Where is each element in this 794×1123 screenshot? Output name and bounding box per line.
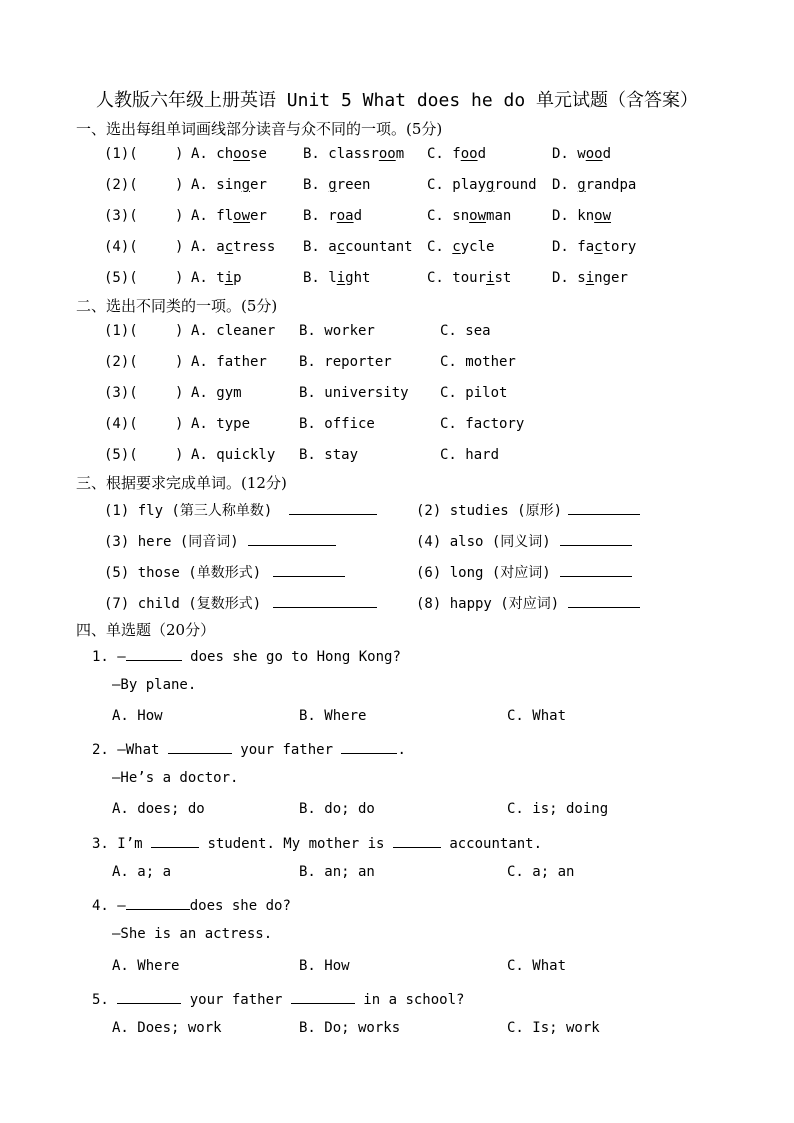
section1-item xyxy=(0,239,794,259)
option-a[interactable]: A. flower xyxy=(191,208,267,224)
item-number: (3)( xyxy=(104,385,138,401)
option-c[interactable]: C. is; doing xyxy=(507,801,609,817)
word-prompt: (2) studies (原形) xyxy=(416,503,563,519)
option-b[interactable]: B. Where xyxy=(299,708,367,724)
answer-bracket[interactable]: ) xyxy=(175,323,184,339)
option-a[interactable]: A. singer xyxy=(191,177,267,193)
question-text: does she go to Hong Kong? xyxy=(181,649,401,665)
question-text: student. My mother is xyxy=(199,836,393,852)
question-1-answer: —By plane. xyxy=(112,677,197,693)
underlined-letters: c xyxy=(594,239,603,255)
option-c[interactable]: C. tourist xyxy=(427,270,512,286)
question-number: 5. xyxy=(92,992,109,1008)
item-number: (5)( xyxy=(104,270,138,286)
underlined-letters: g xyxy=(328,177,337,193)
question-3-options xyxy=(112,864,712,884)
section2-item xyxy=(0,416,794,436)
answer-blank[interactable] xyxy=(273,593,377,608)
question-2 xyxy=(92,739,406,759)
option-a[interactable]: A. Does; work xyxy=(112,1020,222,1036)
answer-blank[interactable] xyxy=(560,562,632,577)
section1-item xyxy=(0,177,794,197)
word-prompt: (1) fly (第三人称单数) xyxy=(104,503,273,519)
answer-blank[interactable] xyxy=(289,500,377,515)
question-text: in a school? xyxy=(354,992,465,1008)
option-d[interactable]: D. grandpa xyxy=(552,177,637,193)
section2-item xyxy=(0,447,794,467)
question-number: 2. xyxy=(92,742,109,758)
option-c[interactable]: C. pilot xyxy=(440,385,508,401)
option-b[interactable]: B. an; an xyxy=(299,864,375,880)
answer-blank[interactable] xyxy=(126,646,182,661)
question-text: accountant. xyxy=(440,836,543,852)
option-a[interactable]: A. father xyxy=(191,354,267,370)
answer-blank[interactable] xyxy=(568,593,640,608)
underlined-letters: ow xyxy=(233,208,251,224)
question-text: . xyxy=(397,742,406,758)
underlined-letters: c xyxy=(224,239,234,255)
option-d[interactable]: D. singer xyxy=(552,270,628,286)
section3-item xyxy=(0,500,794,520)
answer-bracket[interactable]: ) xyxy=(175,447,184,463)
option-c[interactable]: C. playground xyxy=(427,177,537,193)
underlined-letters: c xyxy=(336,239,346,255)
option-a[interactable]: A. cleaner xyxy=(191,323,276,339)
option-d[interactable]: D. wood xyxy=(552,146,612,162)
option-a[interactable]: A. does; do xyxy=(112,801,205,817)
underlined-letters: oo xyxy=(585,146,603,162)
underlined-letters: i xyxy=(336,270,346,286)
question-text: — xyxy=(117,649,126,665)
answer-blank[interactable] xyxy=(393,833,441,848)
question-text: —What xyxy=(117,742,168,758)
option-b[interactable]: B. How xyxy=(299,958,350,974)
item-number: (2)( xyxy=(104,354,138,370)
section1-item xyxy=(0,146,794,166)
question-number: 1. xyxy=(92,649,109,665)
question-4-options xyxy=(112,958,712,978)
item-number: (4)( xyxy=(104,416,138,432)
answer-blank[interactable] xyxy=(560,531,632,546)
option-a[interactable]: A. type xyxy=(191,416,251,432)
answer-blank[interactable] xyxy=(341,739,397,754)
item-number: (4)( xyxy=(104,239,138,255)
underlined-letters: g xyxy=(577,177,586,193)
answer-bracket[interactable]: ) xyxy=(175,239,184,255)
answer-bracket[interactable]: ) xyxy=(175,354,184,370)
option-b[interactable]: B. reporter xyxy=(299,354,392,370)
underlined-letters: i xyxy=(486,270,495,286)
underlined-letters: ow xyxy=(594,208,612,224)
option-b[interactable]: B. office xyxy=(299,416,375,432)
section2-item xyxy=(0,385,794,405)
question-3 xyxy=(92,833,542,853)
option-c[interactable]: C. sea xyxy=(440,323,491,339)
section2-item xyxy=(0,323,794,343)
underlined-letters: oo xyxy=(378,146,396,162)
answer-bracket[interactable]: ) xyxy=(175,416,184,432)
underlined-letters: oo xyxy=(233,146,251,162)
item-number: (1)( xyxy=(104,323,138,339)
question-1 xyxy=(92,646,401,666)
section1-item xyxy=(0,208,794,228)
question-5 xyxy=(92,989,464,1009)
question-number: 4. xyxy=(92,898,109,914)
option-d[interactable]: D. know xyxy=(552,208,612,224)
option-b[interactable]: B. university xyxy=(299,385,409,401)
section1-item xyxy=(0,270,794,290)
option-c[interactable]: C. food xyxy=(427,146,487,162)
answer-bracket[interactable]: ) xyxy=(175,208,184,224)
word-prompt: (7) child (复数形式) xyxy=(104,596,262,612)
option-b[interactable]: B. classroom xyxy=(303,146,405,162)
question-4-answer: —She is an actress. xyxy=(112,926,273,942)
underlined-letters: ow xyxy=(469,208,487,224)
option-a[interactable]: A. tip xyxy=(191,270,242,286)
section3-item xyxy=(0,593,794,613)
underlined-letters: i xyxy=(585,270,595,286)
answer-blank[interactable] xyxy=(568,500,640,515)
item-number: (2)( xyxy=(104,177,138,193)
word-prompt: (6) long (对应词) xyxy=(416,565,551,581)
option-c[interactable]: C. What xyxy=(507,708,567,724)
option-b[interactable]: B. Do; works xyxy=(299,1020,401,1036)
item-number: (5)( xyxy=(104,447,138,463)
question-number: 3. xyxy=(92,836,109,852)
answer-blank[interactable] xyxy=(126,895,190,910)
section4-heading: 四、单选题（20分） xyxy=(76,621,216,639)
question-5-options xyxy=(112,1020,712,1040)
option-d[interactable]: D. factory xyxy=(552,239,637,255)
question-text: I’m xyxy=(117,836,152,852)
answer-bracket[interactable]: ) xyxy=(175,146,184,162)
question-text: your father xyxy=(181,992,291,1008)
option-c[interactable]: C. hard xyxy=(440,447,500,463)
option-c[interactable]: C. a; an xyxy=(507,864,575,880)
answer-blank[interactable] xyxy=(117,989,181,1004)
option-a[interactable]: A. How xyxy=(112,708,163,724)
answer-bracket[interactable]: ) xyxy=(175,385,184,401)
option-b[interactable]: B. road xyxy=(303,208,363,224)
underlined-letters: i xyxy=(224,270,234,286)
question-2-options xyxy=(112,801,712,821)
option-a[interactable]: A. a; a xyxy=(112,864,172,880)
option-a[interactable]: A. gym xyxy=(191,385,242,401)
option-b[interactable]: B. light xyxy=(303,270,371,286)
option-c[interactable]: C. Is; work xyxy=(507,1020,600,1036)
option-c[interactable]: C. cycle xyxy=(427,239,495,255)
option-c[interactable]: C. mother xyxy=(440,354,516,370)
word-prompt: (5) those (单数形式) xyxy=(104,565,262,581)
option-a[interactable]: A. Where xyxy=(112,958,180,974)
option-a[interactable]: A. actress xyxy=(191,239,276,255)
underlined-letters: g xyxy=(241,177,251,193)
word-prompt: (4) also (同义词) xyxy=(416,534,551,550)
item-number: (1)( xyxy=(104,146,138,162)
question-text: does she do? xyxy=(189,898,291,914)
question-text: your father xyxy=(231,742,342,758)
section1-heading: 一、选出每组单词画线部分读音与众不同的一项。(5分) xyxy=(76,120,443,138)
answer-blank[interactable] xyxy=(248,531,336,546)
question-1-options xyxy=(112,708,712,728)
option-b[interactable]: B. stay xyxy=(299,447,359,463)
underlined-letters: oa xyxy=(336,208,354,224)
answer-blank[interactable] xyxy=(273,562,345,577)
underlined-letters: c xyxy=(452,239,461,255)
option-b[interactable]: B. worker xyxy=(299,323,375,339)
option-c[interactable]: C. factory xyxy=(440,416,525,432)
answer-blank[interactable] xyxy=(151,833,199,848)
underlined-letters: g xyxy=(486,177,495,193)
answer-blank[interactable] xyxy=(168,739,232,754)
option-a[interactable]: A. choose xyxy=(191,146,267,162)
answer-bracket[interactable]: ) xyxy=(175,177,184,193)
item-number: (3)( xyxy=(104,208,138,224)
answer-blank[interactable] xyxy=(291,989,355,1004)
option-c[interactable]: C. What xyxy=(507,958,567,974)
question-text: — xyxy=(117,898,126,914)
section3-heading: 三、根据要求完成单词。(12分) xyxy=(76,474,287,492)
question-2-answer: —He’s a doctor. xyxy=(112,770,239,786)
page-title: 人教版六年级上册英语 Unit 5 What does he do 单元试题（含答案） xyxy=(95,90,699,111)
section3-item xyxy=(0,531,794,551)
option-b[interactable]: B. do; do xyxy=(299,801,375,817)
option-c[interactable]: C. snowman xyxy=(427,208,512,224)
option-b[interactable]: B. green xyxy=(303,177,371,193)
word-prompt: (8) happy (对应词) xyxy=(416,596,560,612)
word-prompt: (3) here (同音词) xyxy=(104,534,239,550)
option-a[interactable]: A. quickly xyxy=(191,447,276,463)
question-4 xyxy=(92,895,291,915)
section3-item xyxy=(0,562,794,582)
underlined-letters: oo xyxy=(460,146,478,162)
option-b[interactable]: B. accountant xyxy=(303,239,413,255)
answer-bracket[interactable]: ) xyxy=(175,270,184,286)
section2-heading: 二、选出不同类的一项。(5分) xyxy=(76,297,278,315)
section2-item xyxy=(0,354,794,374)
